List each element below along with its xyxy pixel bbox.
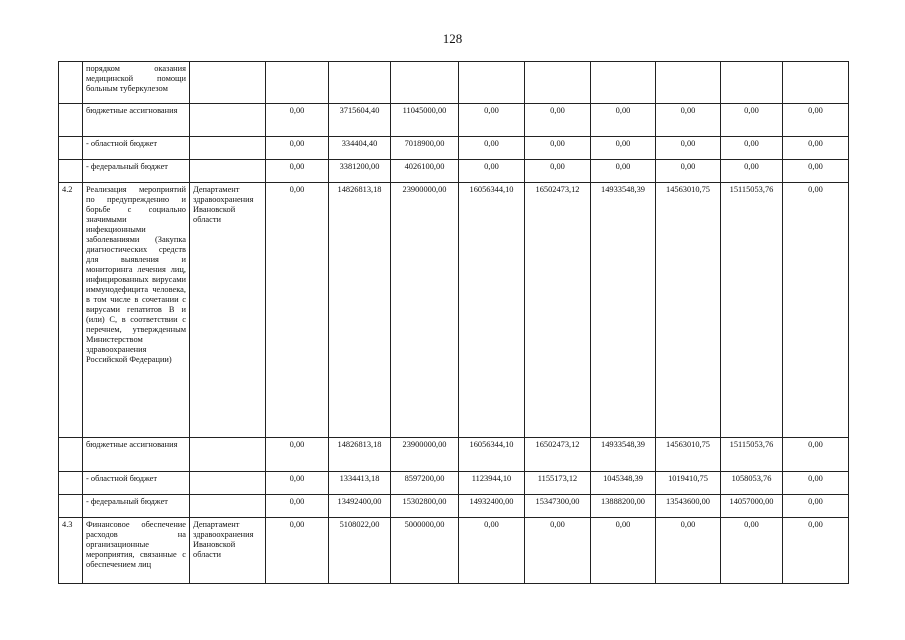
amount-cell: 3381200,00 bbox=[329, 160, 391, 183]
amount-cell: 334404,40 bbox=[329, 137, 391, 160]
amount-cell: 0,00 bbox=[783, 160, 849, 183]
amount-cell: 0,00 bbox=[591, 137, 656, 160]
amount-cell bbox=[591, 62, 656, 104]
row-index: 4.3 bbox=[59, 518, 83, 584]
row-name: - федеральный бюджет bbox=[83, 495, 190, 518]
amount-cell: 11045000,00 bbox=[391, 104, 459, 137]
amount-cell: 13543600,00 bbox=[656, 495, 721, 518]
budget-table bbox=[58, 61, 849, 584]
amount-cell: 1334413,18 bbox=[329, 472, 391, 495]
row-name: бюджетные ассигнования bbox=[83, 104, 190, 137]
amount-cell: 0,00 bbox=[266, 518, 329, 584]
row-executor: Департамент здравоохранения Ивановской области bbox=[190, 518, 266, 584]
amount-cell: 7018900,00 bbox=[391, 137, 459, 160]
amount-cell: 0,00 bbox=[721, 137, 783, 160]
row-index: 4.2 bbox=[59, 183, 83, 438]
amount-cell: 0,00 bbox=[266, 438, 329, 472]
amount-cell: 14933548,39 bbox=[591, 438, 656, 472]
amount-cell: 0,00 bbox=[783, 472, 849, 495]
amount-cell: 16056344,10 bbox=[459, 183, 525, 438]
amount-cell: 14826813,18 bbox=[329, 438, 391, 472]
amount-cell bbox=[459, 62, 525, 104]
continuation-row bbox=[59, 62, 849, 104]
row-executor bbox=[190, 495, 266, 518]
measure-row bbox=[59, 518, 849, 584]
amount-cell: 14057000,00 bbox=[721, 495, 783, 518]
amount-cell: 0,00 bbox=[783, 183, 849, 438]
row-executor: Департамент здравоохранения Ивановской области bbox=[190, 183, 266, 438]
amount-cell: 0,00 bbox=[721, 160, 783, 183]
amount-cell: 5108022,00 bbox=[329, 518, 391, 584]
amount-cell: 0,00 bbox=[266, 183, 329, 438]
row-index bbox=[59, 438, 83, 472]
amount-cell: 13492400,00 bbox=[329, 495, 391, 518]
row-name: Реализация мероприятий по предупреждению и борьбе с социально значимыми инфекционными заболеваниями (Закупка диагностических средств для выявления и мониторинга лечения лиц, инфицированных вирусами иммунодефицита человека, в том числе в сочетании с вирусами гепатитов В и (или) С, в соответствии с перечнем, утвержденным Министерством здравоохранения Российской Федерации) bbox=[83, 183, 190, 438]
amount-cell: 14563010,75 bbox=[656, 183, 721, 438]
amount-cell: 8597200,00 bbox=[391, 472, 459, 495]
amount-cell: 0,00 bbox=[783, 518, 849, 584]
amount-cell: 0,00 bbox=[266, 472, 329, 495]
measure-row bbox=[59, 183, 849, 438]
amount-cell: 0,00 bbox=[591, 160, 656, 183]
amount-cell: 15115053,76 bbox=[721, 183, 783, 438]
amount-cell bbox=[391, 62, 459, 104]
amount-cell: 0,00 bbox=[783, 137, 849, 160]
amount-cell: 1045348,39 bbox=[591, 472, 656, 495]
row-executor bbox=[190, 472, 266, 495]
funding-row bbox=[59, 495, 849, 518]
amount-cell: 0,00 bbox=[656, 104, 721, 137]
amount-cell bbox=[525, 62, 591, 104]
amount-cell: 0,00 bbox=[266, 104, 329, 137]
amount-cell: 14933548,39 bbox=[591, 183, 656, 438]
amount-cell: 1019410,75 bbox=[656, 472, 721, 495]
row-name: - областной бюджет bbox=[83, 137, 190, 160]
amount-cell: 23900000,00 bbox=[391, 438, 459, 472]
amount-cell: 0,00 bbox=[459, 137, 525, 160]
amount-cell bbox=[721, 62, 783, 104]
row-executor bbox=[190, 62, 266, 104]
amount-cell: 14826813,18 bbox=[329, 183, 391, 438]
amount-cell bbox=[266, 62, 329, 104]
amount-cell: 1058053,76 bbox=[721, 472, 783, 495]
amount-cell: 4026100,00 bbox=[391, 160, 459, 183]
funding-row bbox=[59, 438, 849, 472]
row-index bbox=[59, 472, 83, 495]
funding-row bbox=[59, 472, 849, 495]
row-executor bbox=[190, 137, 266, 160]
row-executor bbox=[190, 438, 266, 472]
amount-cell: 0,00 bbox=[266, 137, 329, 160]
amount-cell: 15115053,76 bbox=[721, 438, 783, 472]
amount-cell: 16056344,10 bbox=[459, 438, 525, 472]
amount-cell: 16502473,12 bbox=[525, 438, 591, 472]
amount-cell: 15347300,00 bbox=[525, 495, 591, 518]
amount-cell: 0,00 bbox=[266, 160, 329, 183]
amount-cell: 0,00 bbox=[525, 160, 591, 183]
amount-cell bbox=[656, 62, 721, 104]
page-number: 128 bbox=[442, 31, 463, 46]
row-executor bbox=[190, 104, 266, 137]
row-name: - областной бюджет bbox=[83, 472, 190, 495]
row-name: Финансовое обеспечение расходов на организационные мероприятия, связанные с обеспечением лиц bbox=[83, 518, 190, 584]
row-executor bbox=[190, 160, 266, 183]
amount-cell bbox=[329, 62, 391, 104]
row-index bbox=[59, 104, 83, 137]
amount-cell: 5000000,00 bbox=[391, 518, 459, 584]
amount-cell: 0,00 bbox=[266, 495, 329, 518]
amount-cell: 0,00 bbox=[525, 518, 591, 584]
amount-cell: 0,00 bbox=[459, 518, 525, 584]
amount-cell: 13888200,00 bbox=[591, 495, 656, 518]
amount-cell: 0,00 bbox=[525, 137, 591, 160]
amount-cell: 0,00 bbox=[459, 160, 525, 183]
amount-cell: 3715604,40 bbox=[329, 104, 391, 137]
amount-cell: 0,00 bbox=[459, 104, 525, 137]
row-index bbox=[59, 160, 83, 183]
row-index bbox=[59, 62, 83, 104]
amount-cell: 0,00 bbox=[591, 518, 656, 584]
funding-row bbox=[59, 104, 849, 137]
amount-cell: 0,00 bbox=[656, 137, 721, 160]
amount-cell: 0,00 bbox=[721, 518, 783, 584]
amount-cell: 0,00 bbox=[783, 104, 849, 137]
amount-cell: 14563010,75 bbox=[656, 438, 721, 472]
amount-cell: 0,00 bbox=[591, 104, 656, 137]
amount-cell: 23900000,00 bbox=[391, 183, 459, 438]
amount-cell: 14932400,00 bbox=[459, 495, 525, 518]
row-name: - федеральный бюджет bbox=[83, 160, 190, 183]
row-name: бюджетные ассигнования bbox=[83, 438, 190, 472]
funding-row bbox=[59, 137, 849, 160]
amount-cell: 0,00 bbox=[721, 104, 783, 137]
amount-cell bbox=[783, 62, 849, 104]
row-index bbox=[59, 495, 83, 518]
amount-cell: 1155173,12 bbox=[525, 472, 591, 495]
amount-cell: 1123944,10 bbox=[459, 472, 525, 495]
amount-cell: 15302800,00 bbox=[391, 495, 459, 518]
budget-body bbox=[59, 62, 849, 584]
row-index bbox=[59, 137, 83, 160]
funding-row bbox=[59, 160, 849, 183]
amount-cell: 0,00 bbox=[783, 495, 849, 518]
amount-cell: 0,00 bbox=[783, 438, 849, 472]
row-name: порядком оказания медицинской помощи больным туберкулезом bbox=[83, 62, 190, 104]
amount-cell: 16502473,12 bbox=[525, 183, 591, 438]
amount-cell: 0,00 bbox=[656, 160, 721, 183]
amount-cell: 0,00 bbox=[656, 518, 721, 584]
amount-cell: 0,00 bbox=[525, 104, 591, 137]
